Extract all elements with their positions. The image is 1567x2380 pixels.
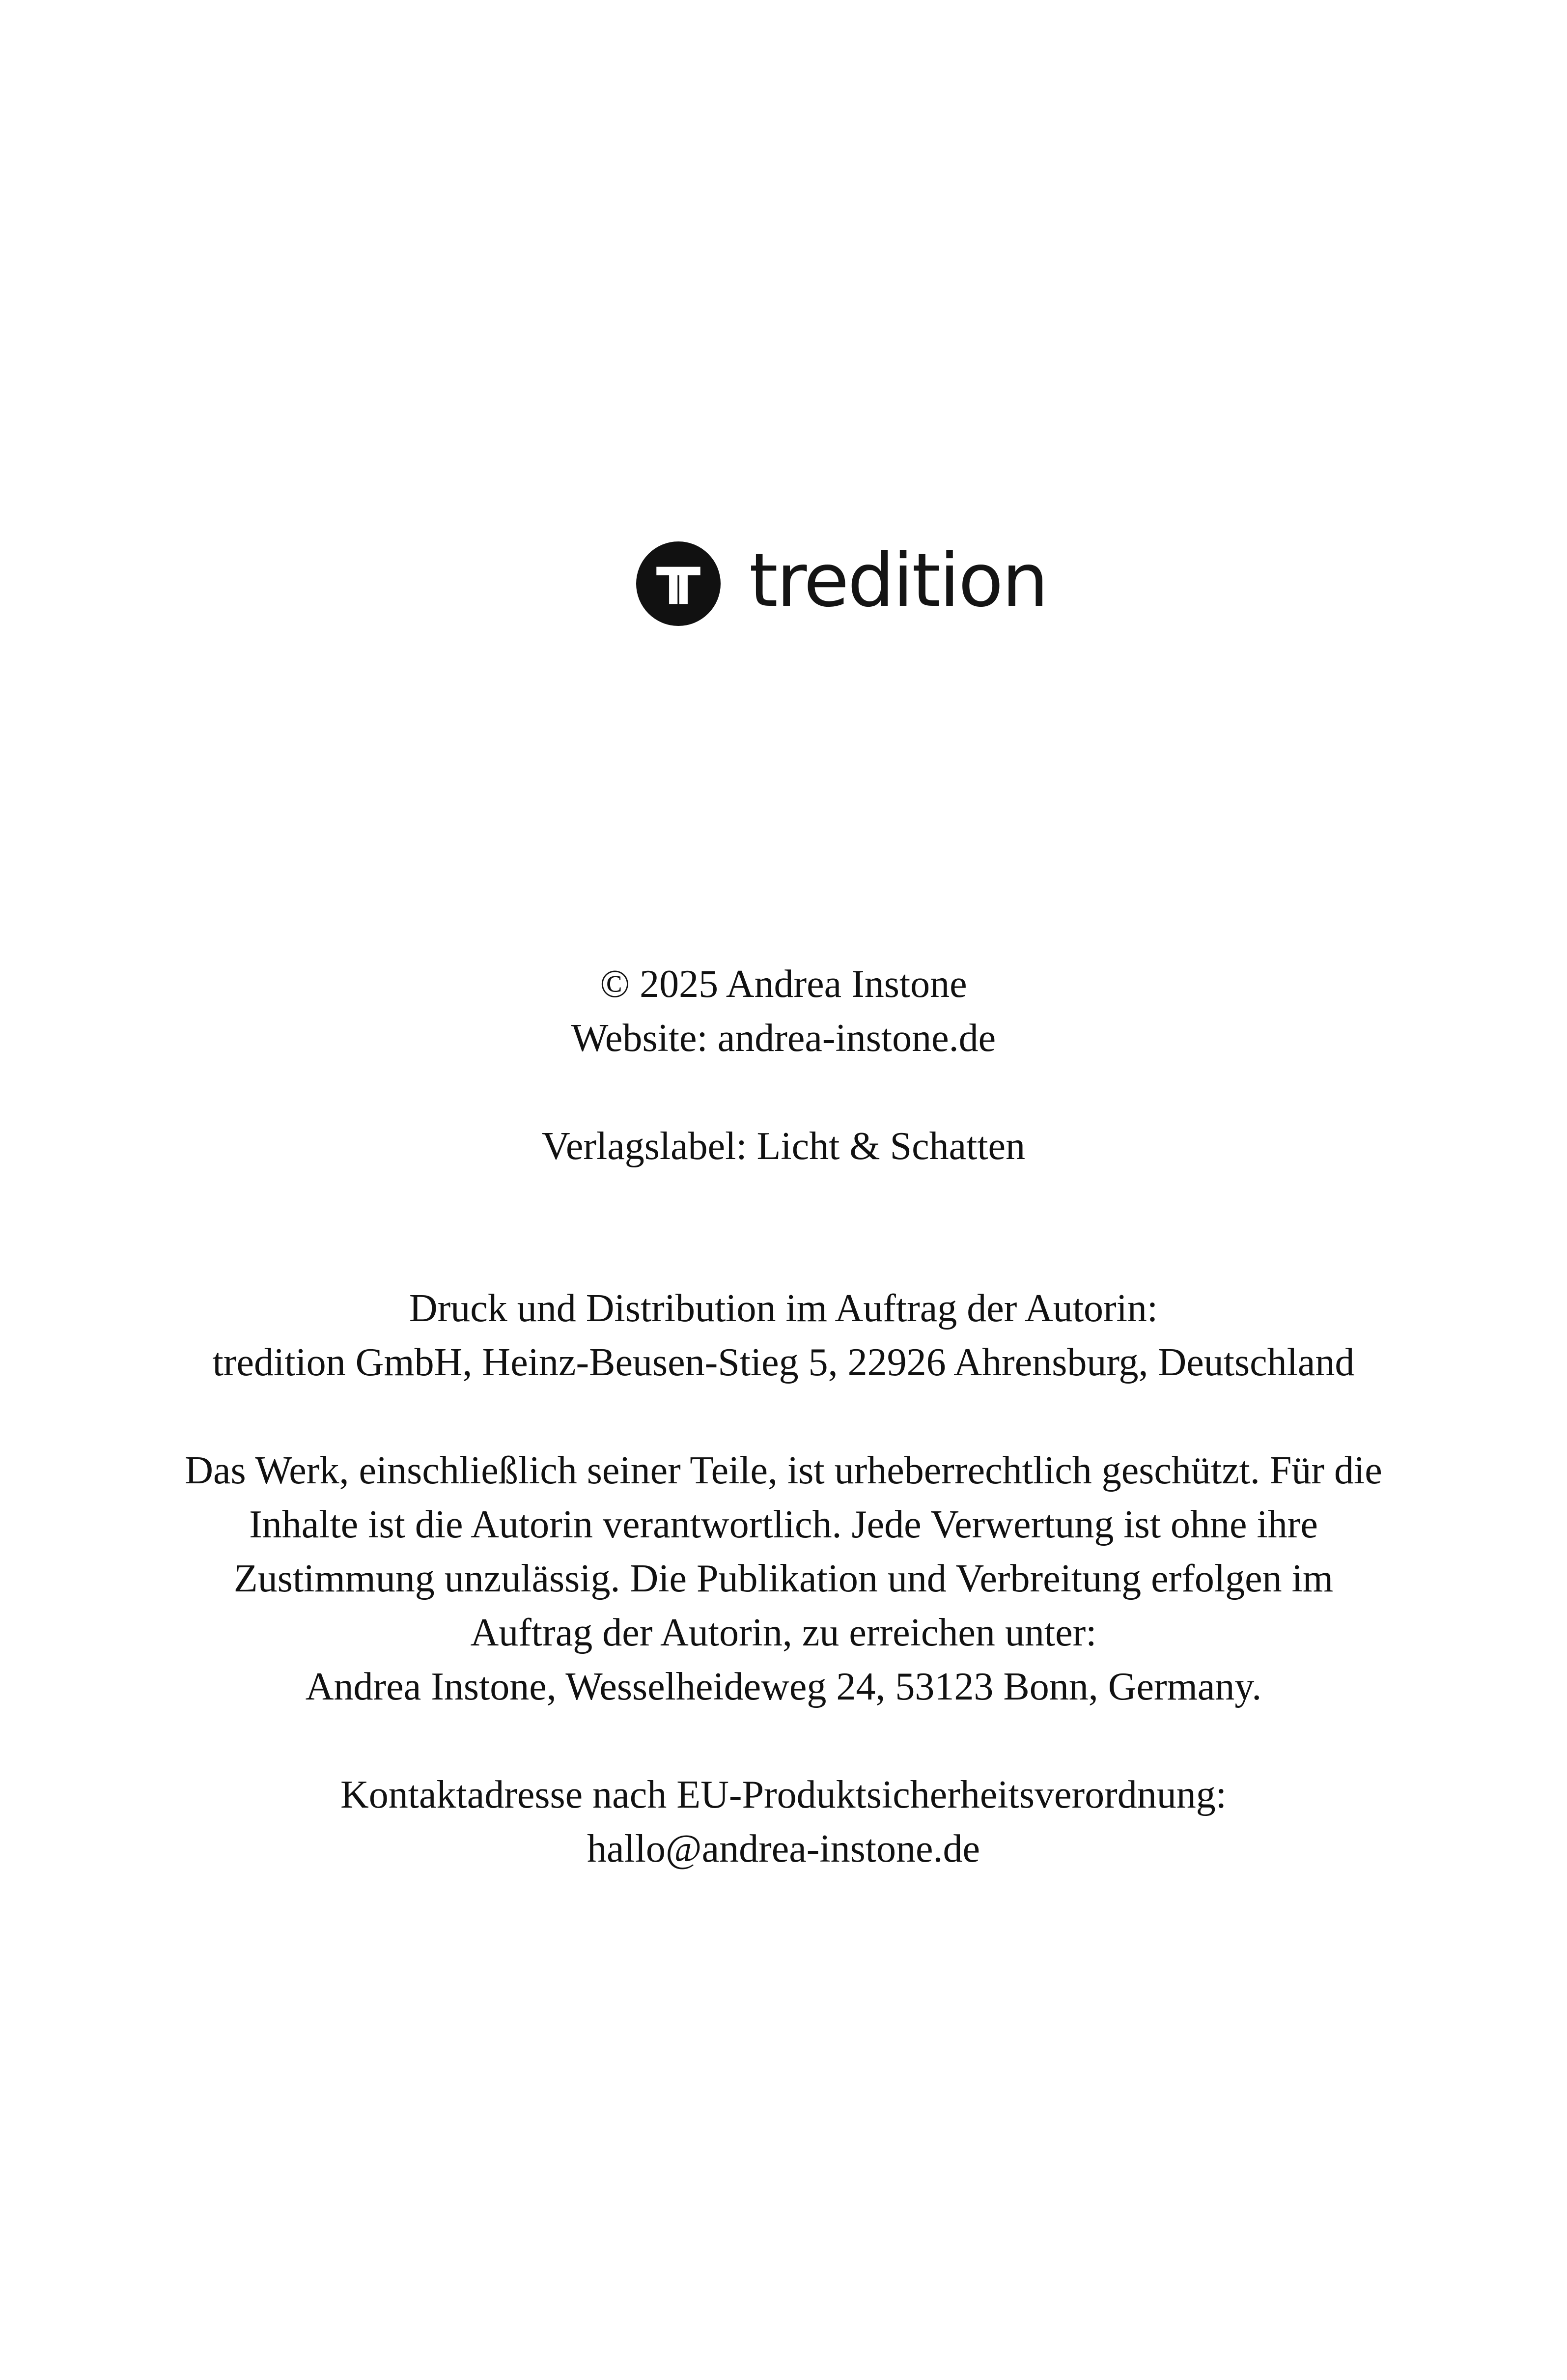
logo-wordmark: tredition [749,538,1047,623]
print-distribution-address: tredition GmbH, Heinz-Beusen-Stieg 5, 22926 Ahrensburg, Deutschland [212,1341,1355,1384]
imprint-block [0,957,1567,1876]
rights-line-4: Auftrag der Autorin, zu erreichen unter: [470,1611,1097,1654]
website-line: Website: andrea-instone.de [571,1017,996,1060]
contact-heading: Kontaktadresse nach EU-Produktsicherheitsverordnung: [340,1773,1227,1816]
author-address-line: Andrea Instone, Wesselheideweg 24, 53123 Bonn, Germany. [305,1665,1262,1708]
rights-line-3: Zustimmung unzulässig. Die Publikation und Verbreitung erfolgen im [233,1557,1334,1600]
print-distribution-heading: Druck und Distribution im Auftrag der Autorin: [409,1287,1158,1330]
publisher-logo [636,539,1047,628]
copyright-line: © 2025 Andrea Instone [600,963,967,1006]
rights-line-1: Das Werk, einschließlich seiner Teile, ist urheberrechtlich geschützt. Für die [185,1449,1382,1492]
rights-line-2: Inhalte ist die Autorin verantwortlich. Jede Verwertung ist ohne ihre [249,1503,1318,1546]
contact-email: hallo@andrea-instone.de [587,1827,980,1870]
publisher-label-line: Verlagslabel: Licht & Schatten [541,1125,1026,1168]
tredition-logo-icon [636,541,721,626]
